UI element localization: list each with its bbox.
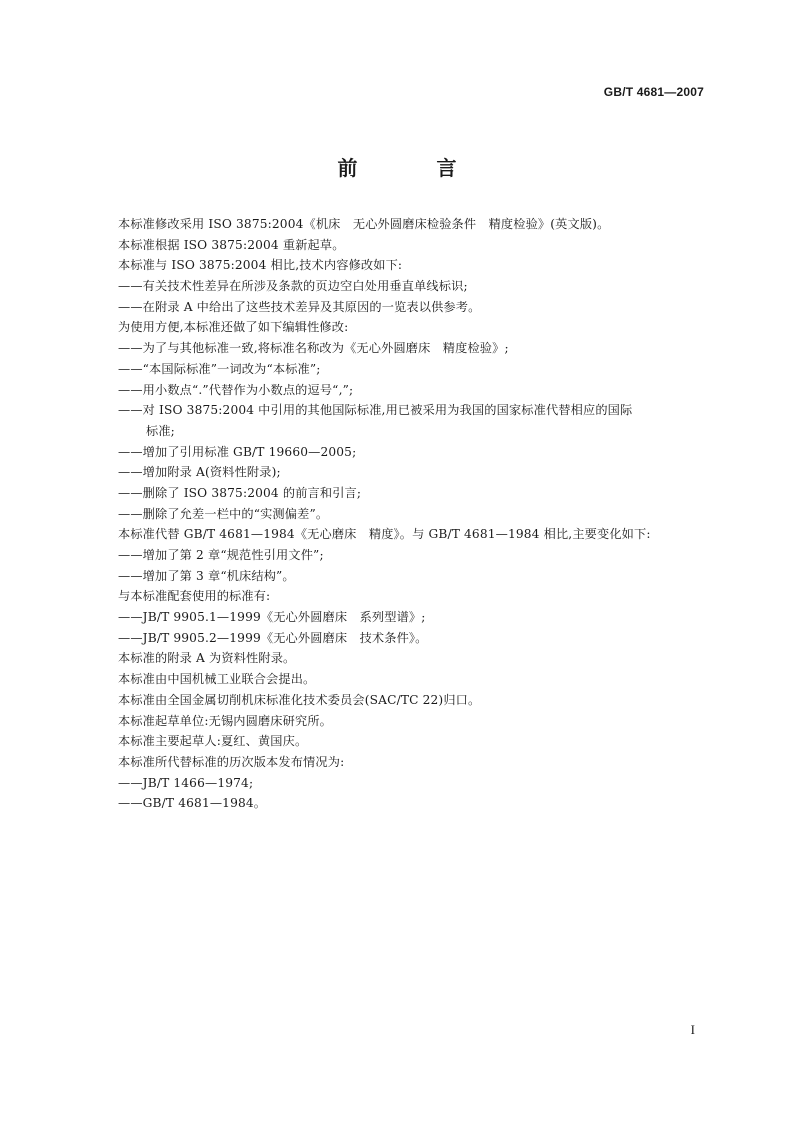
list-item: ——增加了引用标准 GB/T 19660—2005; <box>118 444 357 459</box>
page-number: I <box>690 1022 695 1037</box>
page-title: 前 言 <box>337 156 493 180</box>
list-item: ——增加了第 2 章“规范性引用文件”; <box>118 548 324 562</box>
paragraph-line: 本标准的附录 A 为资料性附录。 <box>118 651 296 666</box>
list-item: ——JB/T 9905.1—1999《无心外圆磨床 系列型谱》; <box>118 610 426 625</box>
list-item: ——GB/T 4681—1984。 <box>118 796 267 811</box>
list-item: ——对 ISO 3875:2004 中引用的其他国际标准,用已被采用为我国的国家标准代替相应的国际 <box>118 403 633 418</box>
list-item: ——“本国际标准”一词改为“本标准”; <box>118 361 321 376</box>
paragraph-line: 本标准所代替标准的历次版本发布情况为: <box>118 754 345 769</box>
list-item: ——JB/T 9905.2—1999《无心外圆磨床 技术条件》。 <box>118 630 428 645</box>
paragraph-line: 与本标准配套使用的标准有: <box>118 589 271 604</box>
list-item-continuation: 标准; <box>146 423 175 438</box>
body-text <box>118 214 708 814</box>
paragraph-line: 本标准由全国金属切削机床标准化技术委员会(SAC/TC 22)归口。 <box>118 692 481 707</box>
paragraph-line: 本标准修改采用 ISO 3875:2004《机床 无心外圆磨床检验条件 精度检验》(英文版)。 <box>118 217 610 231</box>
paragraph-line: 本标准代替 GB/T 4681—1984《无心磨床 精度》。与 GB/T 4681—1984 相比,主要变化如下: <box>118 527 651 542</box>
paragraph-line: 本标准由中国机械工业联合会提出。 <box>118 672 316 687</box>
list-item: ——增加附录 A(资料性附录); <box>118 465 281 480</box>
list-item: ——在附录 A 中给出了这些技术差异及其原因的一览表以供参考。 <box>118 299 481 314</box>
standard-code: GB/T 4681—2007 <box>603 85 704 99</box>
list-item: ——有关技术性差异在所涉及条款的页边空白处用垂直单线标识; <box>118 279 468 294</box>
list-item: ——增加了第 3 章“机床结构”。 <box>118 568 295 583</box>
paragraph-line: 本标准主要起草人:夏红、黄国庆。 <box>118 734 308 749</box>
list-item: ——JB/T 1466—1974; <box>118 775 254 790</box>
list-item: ——用小数点“.”代替作为小数点的逗号“,”; <box>118 382 354 397</box>
paragraph-line: 本标准起草单位:无锡内圆磨床研究所。 <box>118 713 332 728</box>
list-item: ——删除了 ISO 3875:2004 的前言和引言; <box>118 485 362 500</box>
paragraph-line: 本标准与 ISO 3875:2004 相比,技术内容修改如下: <box>118 258 403 273</box>
paragraph-line: 为使用方便,本标准还做了如下编辑性修改: <box>118 320 349 335</box>
list-item: ——删除了允差一栏中的“实测偏差”。 <box>118 506 329 521</box>
paragraph-line: 本标准根据 ISO 3875:2004 重新起草。 <box>118 237 345 252</box>
list-item: ——为了与其他标准一致,将标准名称改为《无心外圆磨床 精度检验》; <box>118 341 509 356</box>
